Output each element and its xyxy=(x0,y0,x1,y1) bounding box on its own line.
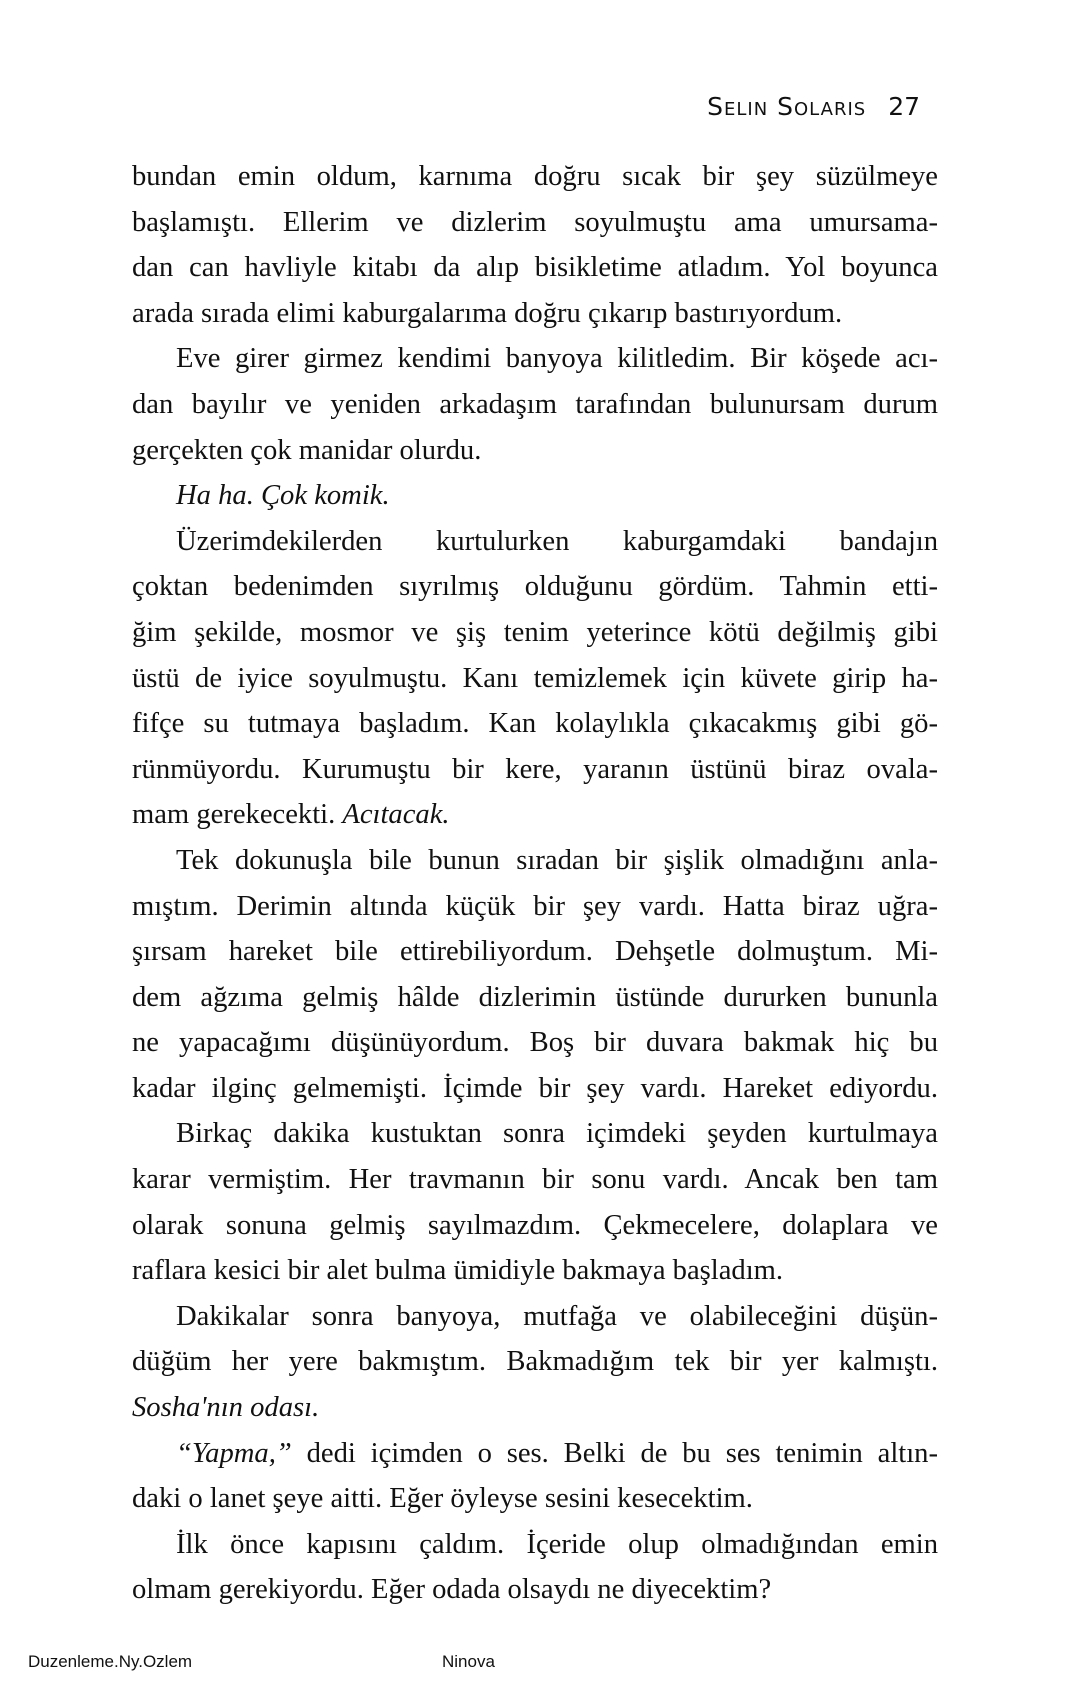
running-head xyxy=(670,92,920,132)
text-line: ne yapacağımı düşünüyordum. Boş bir duvara bakmak hiç bu xyxy=(132,1027,938,1059)
text-line: üstü de iyice soyulmuştu. Kanı temizlemek için küvete girip ha- xyxy=(132,662,938,694)
text-line: çoktan bedenimden sıyrılmış olduğunu gördüm. Tahmin etti- xyxy=(132,571,938,603)
italic-segment: Acıtacak. xyxy=(342,799,450,831)
italic-thought-line: Sosha'nın odası. xyxy=(132,1392,320,1424)
text-line: olarak sonuna gelmiş sayılmazdım. Çekmecelere, dolaplara ve xyxy=(132,1209,938,1241)
italic-thought-line: Ha ha. Çok komik. xyxy=(176,480,390,512)
paragraph-start-line: Tek dokunuşla bile bunun sıradan bir şişlik olmadığını anla- xyxy=(176,844,938,876)
page-footer xyxy=(0,1652,1080,1682)
text-line: kadar ilginç gelmemişti. İçimde bir şey vardı. Hareket ediyordu. xyxy=(132,1072,938,1104)
text-line: ğim şekilde, mosmor ve şiş tenim yeterince kötü değilmiş gibi xyxy=(132,616,938,648)
paragraph-start-line: Üzerimdekilerden kurtulurken kaburgamdaki bandajın xyxy=(176,525,938,557)
text-line: daki o lanet şeye aitti. Eğer öyleyse sesini kesecektim. xyxy=(132,1483,753,1515)
text-line: düğüm her yere bakmıştım. Bakmadığım tek bir yer kalmıştı. xyxy=(132,1346,938,1378)
footer-publisher: Ninova xyxy=(442,1652,495,1671)
text-line: olmam gerekiyordu. Eğer odada olsaydı ne diyecektim? xyxy=(132,1574,772,1606)
text-line: rünmüyordu. Kurumuştu bir kere, yaranın üstünü biraz ovala- xyxy=(132,753,938,785)
footer-credit: Duzenleme.Ny.Ozlem xyxy=(28,1652,193,1671)
text-line: dem ağzıma gelmiş hâlde dizlerimin üstünde dururken bununla xyxy=(132,981,938,1013)
text-line: fifçe su tutmaya başladım. Kan kolaylıkla çıkacakmış gibi gö- xyxy=(132,708,938,740)
page-number: 27 xyxy=(888,92,920,121)
body-text xyxy=(132,154,938,1613)
paragraph-start-line: Dakikalar sonra banyoya, mutfağa ve olabileceğini düşün- xyxy=(176,1300,938,1332)
paragraph-start-line: İlk önce kapısını çaldım. İçeride olup olmadığından emin xyxy=(176,1528,938,1560)
text-segment: mam gerekecekti. xyxy=(132,799,336,831)
paragraph-start-line: Eve girer girmez kendimi banyoya kilitledim. Bir köşede acı- xyxy=(176,343,938,375)
text-line: bundan emin oldum, karnıma doğru sıcak bir şey süzülmeye xyxy=(132,161,938,192)
text-line: karar vermiştim. Her travmanın bir sonu vardı. Ancak ben tam xyxy=(132,1164,938,1196)
text-line: dan can havliyle kitabı da alıp bisikletime atladım. Yol boyunca xyxy=(132,252,938,284)
italic-segment: “Yapma,” xyxy=(176,1437,292,1469)
text-line-with-italic xyxy=(132,792,938,838)
text-line: dan bayılır ve yeniden arkadaşım tarafından bulunursam durum xyxy=(132,388,938,420)
text-line: raflara kesici bir alet bulma ümidiyle bakmaya başladım. xyxy=(132,1255,784,1287)
text-line: başlamıştı. Ellerim ve dizlerim soyulmuştu ama umursama- xyxy=(132,206,938,238)
running-title: Selin Solaris xyxy=(707,92,867,121)
text-line: gerçekten çok manidar olurdu. xyxy=(132,434,482,466)
text-segment: dedi içimden o ses. Belki de bu ses tenimin altın- xyxy=(291,1437,938,1469)
text-line: mıştım. Derimin altında küçük bir şey vardı. Hatta biraz uğra- xyxy=(132,890,938,922)
paragraph-start-line-with-italic xyxy=(132,1431,938,1477)
text-line: şırsam hareket bile ettirebiliyordum. Dehşetle dolmuştum. Mi- xyxy=(132,936,938,968)
paragraph-start-line: Birkaç dakika kustuktan sonra içimdeki şeyden kurtulmaya xyxy=(176,1118,938,1150)
text-line: arada sırada elimi kaburgalarıma doğru çıkarıp bastırıyordum. xyxy=(132,297,843,329)
